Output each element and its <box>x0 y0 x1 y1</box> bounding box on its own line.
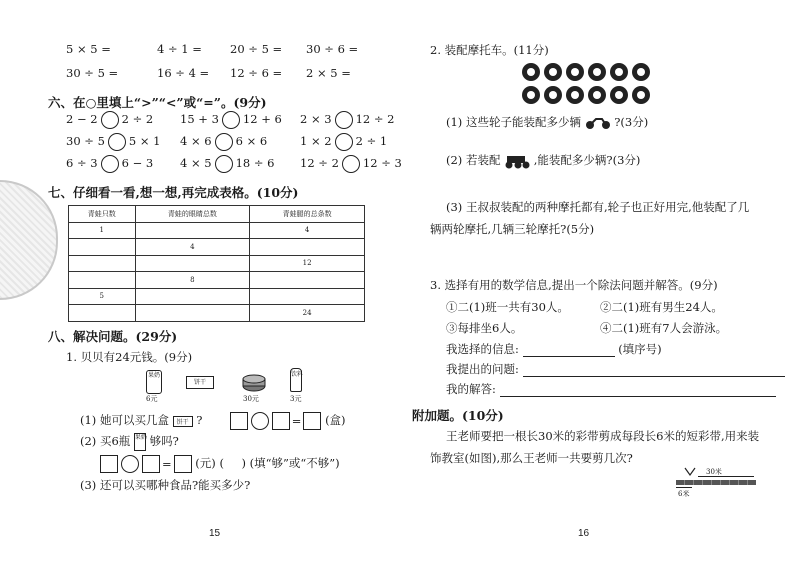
wheel-icon <box>588 86 606 104</box>
bonus-text-line2: 饰教室(如图),那么王老师一共要剪几次? <box>430 451 633 465</box>
compare-3-1: 6 ÷ 3 6 − 3 <box>66 155 153 173</box>
cake-price: 30元 <box>243 395 259 403</box>
ribbon-total-label: 30米 <box>706 468 722 476</box>
operator-circle[interactable] <box>121 455 139 473</box>
milk-bottle-icon: 果奶 <box>146 370 162 394</box>
compare-circle[interactable] <box>215 133 233 151</box>
question-field[interactable] <box>523 364 785 377</box>
wheel-icon <box>632 86 650 104</box>
table-cell[interactable] <box>250 288 365 305</box>
q1-intro: 1. 贝贝有24元钱。(9分) <box>66 350 193 364</box>
q2-sub3-line2: 辆两轮摩托,几辆三轮摩托?(5分) <box>430 222 595 236</box>
bonus-text-line1: 王老师要把一根长30米的彩带剪成每段长6米的短彩带,用来装 <box>446 429 760 443</box>
section6-title: 六、在○里填上“>”“<”或“=”。(9分) <box>48 95 267 110</box>
q3-question: 我提出的问题: <box>446 361 785 377</box>
q3-answer: 我的解答: <box>446 381 776 397</box>
drink-bottle-icon: 饮料 <box>290 368 302 392</box>
calc-1-3: 20 ÷ 5 = <box>230 42 283 56</box>
compare-circle[interactable] <box>222 111 240 129</box>
answer-box[interactable] <box>272 412 290 430</box>
milk-price: 6元 <box>146 395 158 403</box>
compare-circle[interactable] <box>108 133 126 151</box>
wheels-row-1 <box>522 63 654 85</box>
answer-box[interactable] <box>174 455 192 473</box>
wheel-icon <box>522 86 540 104</box>
compare-3-2: 4 × 5 18 ÷ 6 <box>180 155 275 173</box>
calc-2-4: 2 × 5 = <box>306 66 351 80</box>
wheel-icon <box>522 63 540 81</box>
q1-2: (2) 买6瓶 果奶 够吗? <box>80 433 179 451</box>
table-cell[interactable]: 4 <box>135 239 250 256</box>
three-wheel-motorcycle-icon <box>504 153 530 169</box>
header-frog-count: 青蛙只数 <box>69 206 136 223</box>
table-row <box>69 222 365 239</box>
compare-circle[interactable] <box>335 111 353 129</box>
cake-icon <box>242 372 266 396</box>
wheel-icon <box>566 63 584 81</box>
answer-box[interactable] <box>230 412 248 430</box>
table-row <box>69 255 365 272</box>
q1-2-answer: = (元) ( ) (填“够”或“不够”) <box>100 455 340 473</box>
table-cell[interactable] <box>69 255 136 272</box>
milk-small-icon: 果奶 <box>134 433 146 451</box>
q3-option-4: ④二(1)班有7人会游泳。 <box>600 321 728 335</box>
header-eye-total: 青蛙的眼睛总数 <box>135 206 250 223</box>
table-cell[interactable] <box>69 272 136 289</box>
calc-2-3: 12 ÷ 6 = <box>230 66 283 80</box>
bonus-title: 附加题。(10分) <box>412 408 504 423</box>
q3-option-2: ②二(1)班有男生24人。 <box>600 300 723 314</box>
q2-sub3-line1: (3) 王叔叔装配的两种摩托都有,轮子也正好用完,他装配了几 <box>446 200 750 214</box>
two-wheel-motorcycle-icon <box>585 116 611 130</box>
compare-1-2: 15 + 3 12 + 6 <box>180 111 282 129</box>
table-cell[interactable]: 8 <box>135 272 250 289</box>
table-cell[interactable]: 12 <box>250 255 365 272</box>
answer-field[interactable] <box>500 384 776 397</box>
frog-table <box>68 205 365 322</box>
total-length-line <box>698 476 754 477</box>
table-header-row <box>69 206 365 223</box>
wheel-icon <box>544 86 562 104</box>
q3-title: 3. 选择有用的数学信息,提出一个除法问题并解答。(9分) <box>430 278 718 292</box>
ribbon-bar <box>676 480 756 485</box>
compare-2-1: 30 ÷ 5 5 × 1 <box>66 133 161 151</box>
calc-2-2: 16 ÷ 4 = <box>157 66 210 80</box>
calc-2-1: 30 ÷ 5 = <box>66 66 119 80</box>
table-row <box>69 288 365 305</box>
header-leg-total: 青蛙腿的总条数 <box>250 206 365 223</box>
compare-1-1: 2 − 2 2 ÷ 2 <box>66 111 153 129</box>
table-cell[interactable] <box>135 288 250 305</box>
compare-2-3: 1 × 2 2 ÷ 1 <box>300 133 387 151</box>
wheel-icon <box>632 63 650 81</box>
drink-price: 3元 <box>290 395 302 403</box>
biscuit-small-icon: 饼干 <box>173 416 193 427</box>
table-cell[interactable] <box>69 239 136 256</box>
q3-option-3: ③每排坐6人。 <box>446 321 523 335</box>
q3-chosen: 我选择的信息: (填序号) <box>446 342 662 356</box>
table-row <box>69 239 365 256</box>
section7-title: 七、仔细看一看,想一想,再完成表格。(10分) <box>48 185 299 200</box>
ribbon-segment-label: 6米 <box>678 490 690 498</box>
table-cell[interactable]: 4 <box>250 222 365 239</box>
compare-circle[interactable] <box>101 111 119 129</box>
ribbon-diagram <box>676 467 758 503</box>
operator-circle[interactable] <box>251 412 269 430</box>
calc-1-2: 4 ÷ 1 = <box>157 42 202 56</box>
section8-title: 八、解决问题。(29分) <box>48 329 178 344</box>
wheel-icon <box>544 63 562 81</box>
answer-box[interactable] <box>303 412 321 430</box>
wheel-icon <box>566 86 584 104</box>
q3-option-1: ①二(1)班一共有30人。 <box>446 300 569 314</box>
table-cell[interactable] <box>69 305 136 322</box>
compare-circle[interactable] <box>215 155 233 173</box>
compare-circle[interactable] <box>335 133 353 151</box>
wheel-icon <box>588 63 606 81</box>
compare-circle[interactable] <box>342 155 360 173</box>
q2-sub2: (2) 若装配 ,能装配多少辆?(3分) <box>446 153 641 167</box>
table-cell[interactable]: 1 <box>69 222 136 239</box>
wheels-row-2 <box>522 86 654 108</box>
table-cell[interactable] <box>135 255 250 272</box>
table-cell[interactable]: 5 <box>69 288 136 305</box>
compare-circle[interactable] <box>101 155 119 173</box>
segment-line <box>676 487 692 488</box>
table-cell[interactable]: 24 <box>250 305 365 322</box>
chosen-info-field[interactable] <box>523 344 615 357</box>
table-cell[interactable] <box>250 272 365 289</box>
compare-3-3: 12 ÷ 2 12 ÷ 3 <box>300 155 402 173</box>
q2-title: 2. 装配摩托车。(11分) <box>430 43 549 57</box>
table-cell[interactable] <box>135 222 250 239</box>
compare-1-3: 2 × 3 12 ÷ 2 <box>300 111 395 129</box>
compare-2-2: 4 × 6 6 × 6 <box>180 133 267 151</box>
page-number-left: 15 <box>209 528 221 539</box>
table-cell[interactable] <box>250 239 365 256</box>
calc-1-1: 5 × 5 = <box>66 42 111 56</box>
table-row <box>69 305 365 322</box>
answer-box[interactable] <box>100 455 118 473</box>
q1-3: (3) 还可以买哪种食品?能买多少? <box>80 478 251 492</box>
biscuit-box-icon: 饼干 <box>186 376 214 389</box>
q1-1: (1) 她可以买几盒 饼干 ? = (盒) <box>80 413 346 428</box>
scissors-icon <box>684 467 696 477</box>
wheel-icon <box>610 86 628 104</box>
table-row <box>69 272 365 289</box>
q2-sub1: (1) 这些轮子能装配多少辆 ?(3分) <box>446 115 649 129</box>
table-cell[interactable] <box>135 305 250 322</box>
calc-1-4: 30 ÷ 6 = <box>306 42 359 56</box>
wheel-icon <box>610 63 628 81</box>
answer-box[interactable] <box>142 455 160 473</box>
page-number-right: 16 <box>578 528 590 539</box>
